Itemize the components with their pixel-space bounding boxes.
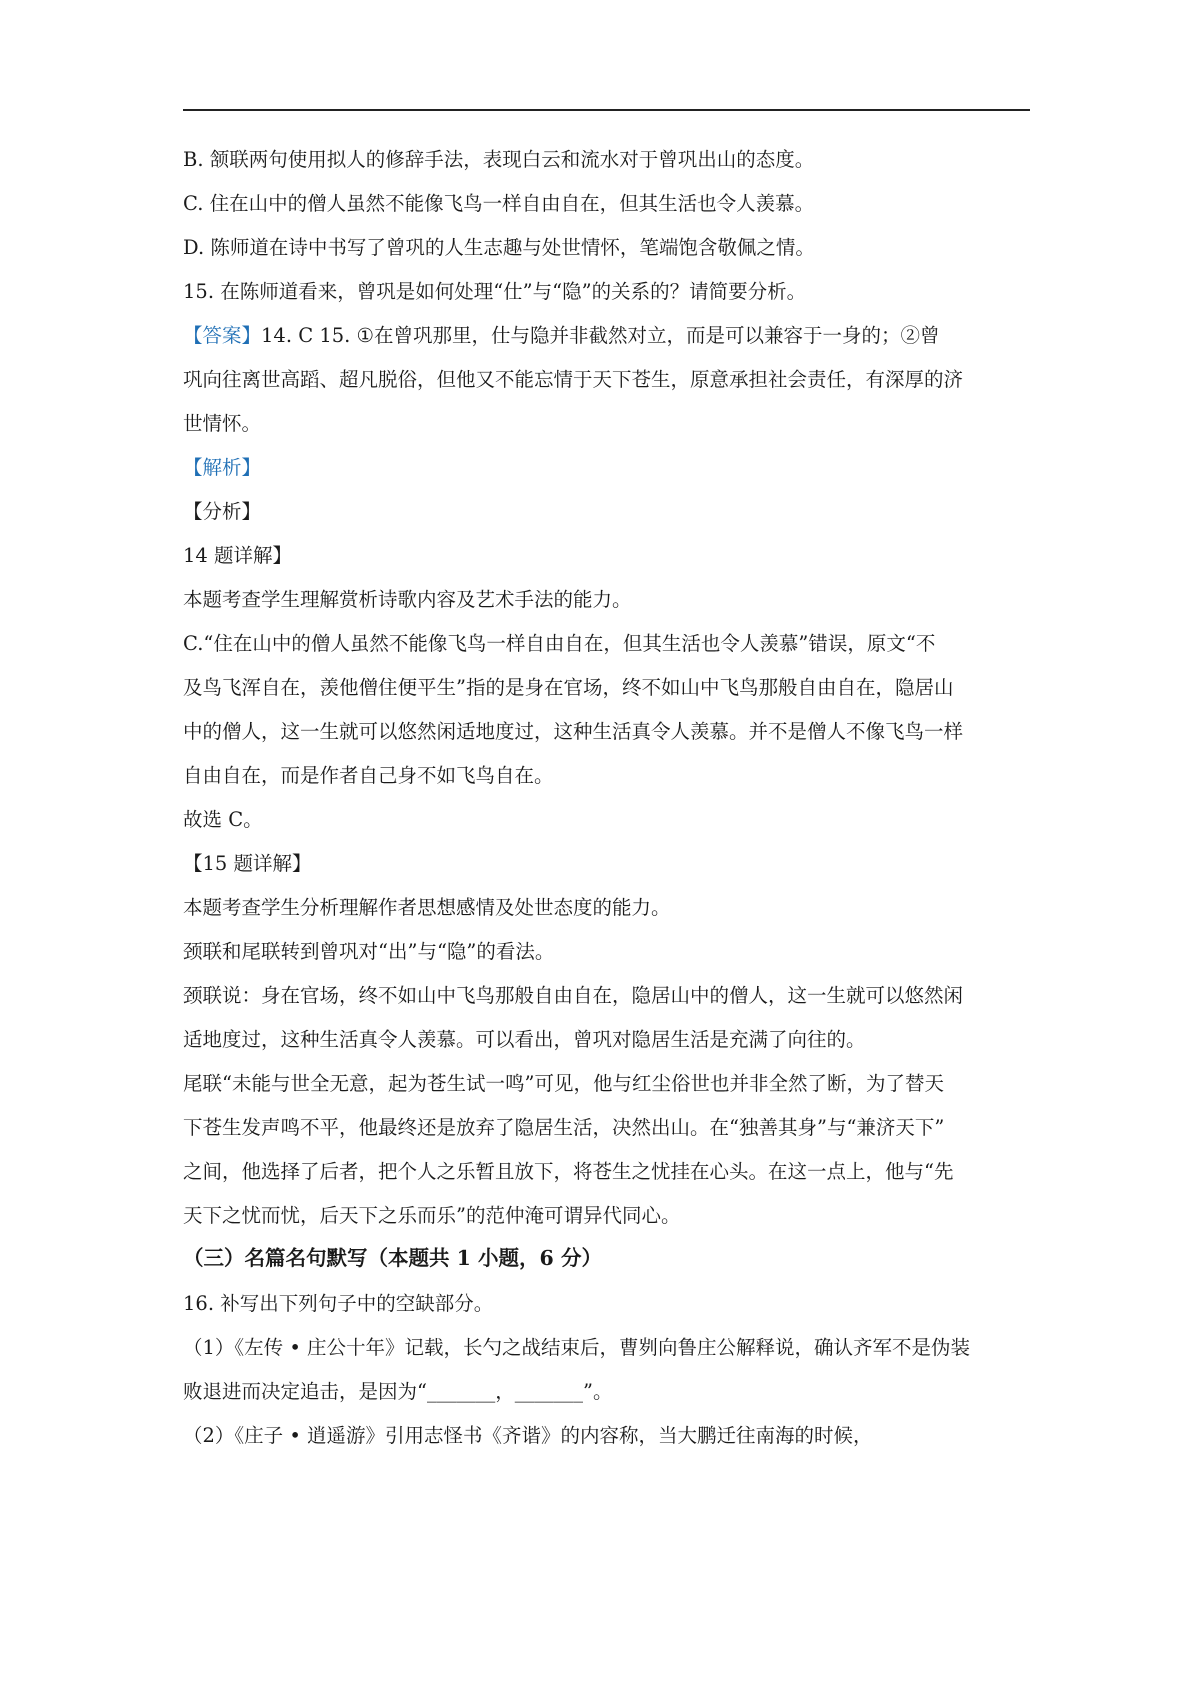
jinglian-line: 适地度过，这种生活真令人羡慕。可以看出，曾巩对隐居生活是充满了向往的。 — [183, 1028, 866, 1051]
option-b: B. 颔联两句使用拟人的修辞手法，表现白云和流水对于曾巩出山的态度。 — [183, 148, 815, 171]
q14-detail-intro: 本题考查学生理解赏析诗歌内容及艺术手法的能力。 — [183, 588, 632, 611]
q14-detail-line: C.“住在山中的僧人虽然不能像飞鸟一样自由自在，但其生活也令人羡慕”错误，原文“不 — [183, 632, 936, 655]
q14-detail-line: 中的僧人，这一生就可以悠然闲适地度过，这种生活真令人羡慕。并不是僧人不像飞鸟一样 — [183, 720, 964, 743]
q16-part-2-line: （2）《庄子 • 逍遥游》引用志怪书《齐谐》的内容称，当大鹏迁往南海的时候， — [183, 1424, 873, 1447]
answer-line-1 — [183, 324, 940, 348]
q16-part-1-line: （1）《左传 • 庄公十年》记载，长勺之战结束后，曹刿向鲁庄公解释说，确认齐军不是伪装 — [183, 1336, 971, 1359]
answer-line-2: 巩向往离世高蹈、超凡脱俗，但他又不能忘情于天下苍生，原意承担社会责任，有深厚的济 — [183, 368, 964, 391]
q15-detail-title: 【15 题详解】 — [183, 852, 312, 875]
q16-part-1-line: 败退进而决定追击，是因为“_______，_______”。 — [183, 1380, 613, 1403]
answer-line-3: 世情怀。 — [183, 412, 262, 435]
q14-detail-title: 14 题详解】 — [183, 544, 293, 567]
q14-detail-line: 及鸟飞浑自在，羡他僧住便平生”指的是身在官场，终不如山中飞鸟那般自由自在，隐居山 — [183, 676, 954, 699]
option-d: D. 陈师道在诗中书写了曾巩的人生志趣与处世情怀，笔端饱含敬佩之情。 — [183, 236, 815, 259]
question-15: 15. 在陈师道看来，曾巩是如何处理“仕”与“隐”的关系的？请简要分析。 — [183, 280, 807, 303]
answer-tag: 【答案】 — [183, 324, 262, 347]
weilian-line: 天下之忧而忧，后天下之乐而乐”的范仲淹可谓异代同心。 — [183, 1204, 681, 1227]
weilian-line: 下苍生发声鸣不平，他最终还是放弃了隐居生活，决然出山。在“独善其身”与“兼济天下” — [183, 1116, 945, 1139]
question-16-stem: 16. 补写出下列句子中的空缺部分。 — [183, 1292, 494, 1315]
section-3-heading: （三）名篇名句默写（本题共 1 小题，6 分） — [183, 1246, 602, 1270]
weilian-line: 之间，他选择了后者，把个人之乐暂且放下，将苍生之忧挂在心头。在这一点上，他与“先 — [183, 1160, 954, 1183]
q14-detail-line: 自由自在，而是作者自己身不如飞鸟自在。 — [183, 764, 554, 787]
answer-text-1: 14. C 15. ①在曾巩那里，仕与隐并非截然对立，而是可以兼容于一身的；②曾 — [261, 324, 940, 347]
analysis-tag: 【解析】 — [183, 456, 262, 479]
q15-detail-intro: 本题考查学生分析理解作者思想感情及处世态度的能力。 — [183, 896, 671, 919]
jinglian-line: 颈联说：身在官场，终不如山中飞鸟那般自由自在，隐居山中的僧人，这一生就可以悠然闲 — [183, 984, 964, 1007]
header-rule — [183, 109, 1030, 111]
q14-choice: 故选 C。 — [183, 808, 263, 831]
q15-detail-line1: 颈联和尾联转到曾巩对“出”与“隐”的看法。 — [183, 940, 555, 963]
option-c: C. 住在山中的僧人虽然不能像飞鸟一样自由自在，但其生活也令人羡慕。 — [183, 192, 815, 215]
weilian-line: 尾联“未能与世全无意，起为苍生试一鸣”可见，他与红尘俗世也并非全然了断，为了替天 — [183, 1072, 944, 1095]
fenxi-tag: 【分析】 — [183, 500, 262, 523]
